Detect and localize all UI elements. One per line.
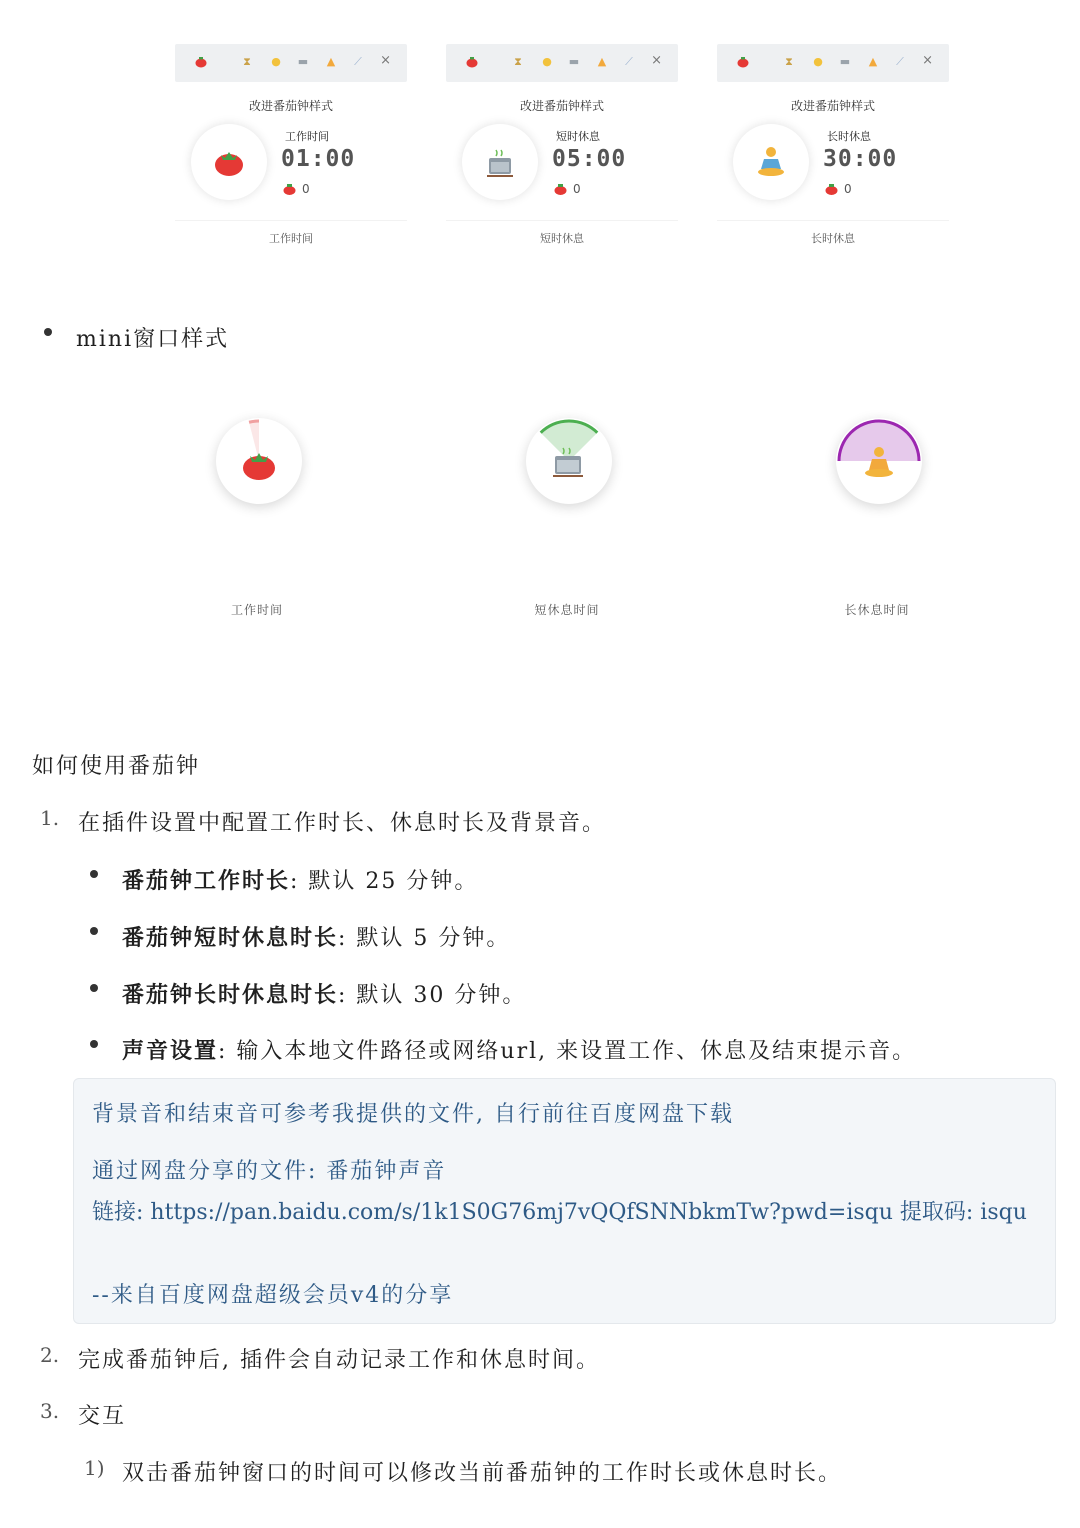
progress-arc bbox=[216, 418, 302, 504]
mini-caption: 工作时间 bbox=[230, 603, 283, 617]
step-text: 在插件设置中配置工作时长、休息时长及背景音。 bbox=[78, 811, 607, 836]
list-number: 1) bbox=[84, 1456, 105, 1480]
setting-label: 番茄钟工作时长 bbox=[122, 868, 291, 894]
step-text: 完成番茄钟后, 插件会自动记录工作和休息时间。 bbox=[78, 1348, 600, 1373]
setting-value: : 输入本地文件路径或网络url, 来设置工作、休息及结束提示音。 bbox=[218, 1039, 917, 1064]
tomato-icon bbox=[554, 184, 567, 195]
timer-state: 短时休息 bbox=[556, 130, 600, 143]
timer-state: 工作时间 bbox=[285, 130, 329, 143]
window-toolbar bbox=[446, 44, 678, 82]
close-icon[interactable]: × bbox=[380, 53, 391, 68]
count-value: 0 bbox=[573, 182, 581, 196]
timer-time[interactable]: 30:00 bbox=[823, 146, 898, 172]
tomato-icon bbox=[283, 184, 296, 195]
window-toolbar bbox=[717, 44, 949, 82]
mini-window-work[interactable] bbox=[216, 418, 302, 504]
pomodoro-count bbox=[283, 182, 310, 196]
setting-value: : 默认 25 分钟。 bbox=[290, 869, 479, 894]
usage-heading: 如何使用番茄钟 bbox=[32, 754, 201, 779]
timer-state: 长时休息 bbox=[827, 130, 871, 143]
hourglass-icon[interactable]: ⧗ bbox=[514, 55, 522, 68]
divider bbox=[175, 220, 407, 221]
bullet bbox=[90, 984, 98, 992]
tomato-icon[interactable] bbox=[466, 56, 478, 68]
setting-item bbox=[122, 978, 526, 1009]
quote-line: 通过网盘分享的文件: 番茄钟声音 bbox=[92, 1159, 447, 1184]
chart-icon[interactable]: ⟋ bbox=[625, 55, 633, 68]
list-number: 3. bbox=[40, 1399, 60, 1423]
arm-icon[interactable]: ● bbox=[542, 55, 552, 68]
meditation-icon[interactable]: ▲ bbox=[868, 55, 878, 68]
timer-time[interactable]: 05:00 bbox=[552, 146, 627, 172]
count-value: 0 bbox=[302, 182, 310, 196]
close-icon[interactable]: × bbox=[651, 53, 662, 68]
meditation-icon[interactable]: ▲ bbox=[326, 55, 336, 68]
timer-circle[interactable] bbox=[191, 124, 267, 200]
window-caption: 长时休息 bbox=[811, 232, 855, 245]
setting-label: 声音设置 bbox=[122, 1038, 219, 1064]
setting-value: : 默认 5 分钟。 bbox=[338, 926, 511, 951]
chart-icon[interactable]: ⟋ bbox=[896, 55, 904, 68]
bullet bbox=[44, 328, 52, 336]
setting-item bbox=[122, 921, 510, 952]
divider bbox=[446, 220, 678, 221]
window-caption: 短时休息 bbox=[540, 232, 584, 245]
share-link[interactable]: 链接: https://pan.baidu.com/s/1k1S0G76mj7vQQfSNNbkmTw?pwd=isqu 提取码: isqu bbox=[92, 1200, 1027, 1225]
mini-window-short-break[interactable] bbox=[526, 418, 612, 504]
close-icon[interactable]: × bbox=[922, 53, 933, 68]
window-title: 改进番茄钟样式 bbox=[248, 99, 333, 113]
preview-window-long-break bbox=[717, 44, 949, 222]
progress-arc bbox=[526, 418, 612, 504]
window-title: 改进番茄钟样式 bbox=[519, 99, 604, 113]
hourglass-icon[interactable]: ⧗ bbox=[785, 55, 793, 68]
tomato-icon[interactable] bbox=[737, 56, 749, 68]
laptop-icon[interactable]: ▬ bbox=[568, 55, 580, 68]
tomato-icon bbox=[211, 144, 247, 180]
chart-icon[interactable]: ⟋ bbox=[354, 55, 362, 68]
quote-line: --来自百度网盘超级会员v4的分享 bbox=[92, 1283, 454, 1308]
coffee-icon bbox=[482, 144, 518, 180]
timer-circle[interactable] bbox=[733, 124, 809, 200]
arm-icon[interactable]: ● bbox=[813, 55, 823, 68]
hourglass-icon[interactable]: ⧗ bbox=[243, 55, 251, 68]
preview-window-work bbox=[175, 44, 407, 222]
tomato-icon bbox=[243, 453, 275, 480]
bullet bbox=[90, 927, 98, 935]
step-text: 双击番茄钟窗口的时间可以修改当前番茄钟的工作时长或休息时长。 bbox=[122, 1461, 843, 1486]
step-text: 交互 bbox=[78, 1404, 127, 1429]
mini-caption: 长休息时间 bbox=[844, 603, 910, 617]
setting-label: 番茄钟长时休息时长 bbox=[122, 982, 339, 1008]
mini-section-title: mini窗口样式 bbox=[76, 327, 230, 352]
count-value: 0 bbox=[844, 182, 852, 196]
pomodoro-count bbox=[554, 182, 581, 196]
divider bbox=[717, 220, 949, 221]
setting-value: : 默认 30 分钟。 bbox=[338, 983, 527, 1008]
arm-icon[interactable]: ● bbox=[271, 55, 281, 68]
pomodoro-count bbox=[825, 182, 852, 196]
bullet bbox=[90, 870, 98, 878]
timer-time[interactable]: 01:00 bbox=[281, 146, 356, 172]
mini-caption: 短休息时间 bbox=[534, 603, 600, 617]
window-title: 改进番茄钟样式 bbox=[790, 99, 875, 113]
tomato-icon[interactable] bbox=[195, 56, 207, 68]
meditation-icon[interactable]: ▲ bbox=[597, 55, 607, 68]
timer-circle[interactable] bbox=[462, 124, 538, 200]
tomato-icon bbox=[825, 184, 838, 195]
progress-arc bbox=[836, 418, 922, 504]
setting-label: 番茄钟短时休息时长 bbox=[122, 925, 339, 951]
meditation-icon bbox=[753, 144, 789, 180]
quote-block bbox=[73, 1078, 1056, 1324]
list-number: 1. bbox=[40, 806, 60, 830]
bullet bbox=[90, 1040, 98, 1048]
setting-item bbox=[122, 1034, 916, 1065]
laptop-icon[interactable]: ▬ bbox=[297, 55, 309, 68]
setting-item bbox=[122, 864, 478, 895]
laptop-icon[interactable]: ▬ bbox=[839, 55, 851, 68]
window-toolbar bbox=[175, 44, 407, 82]
quote-line: 背景音和结束音可参考我提供的文件, 自行前往百度网盘下载 bbox=[92, 1102, 734, 1127]
window-caption: 工作时间 bbox=[269, 232, 313, 245]
preview-window-short-break bbox=[446, 44, 678, 222]
list-number: 2. bbox=[40, 1343, 60, 1367]
mini-window-long-break[interactable] bbox=[836, 418, 922, 504]
